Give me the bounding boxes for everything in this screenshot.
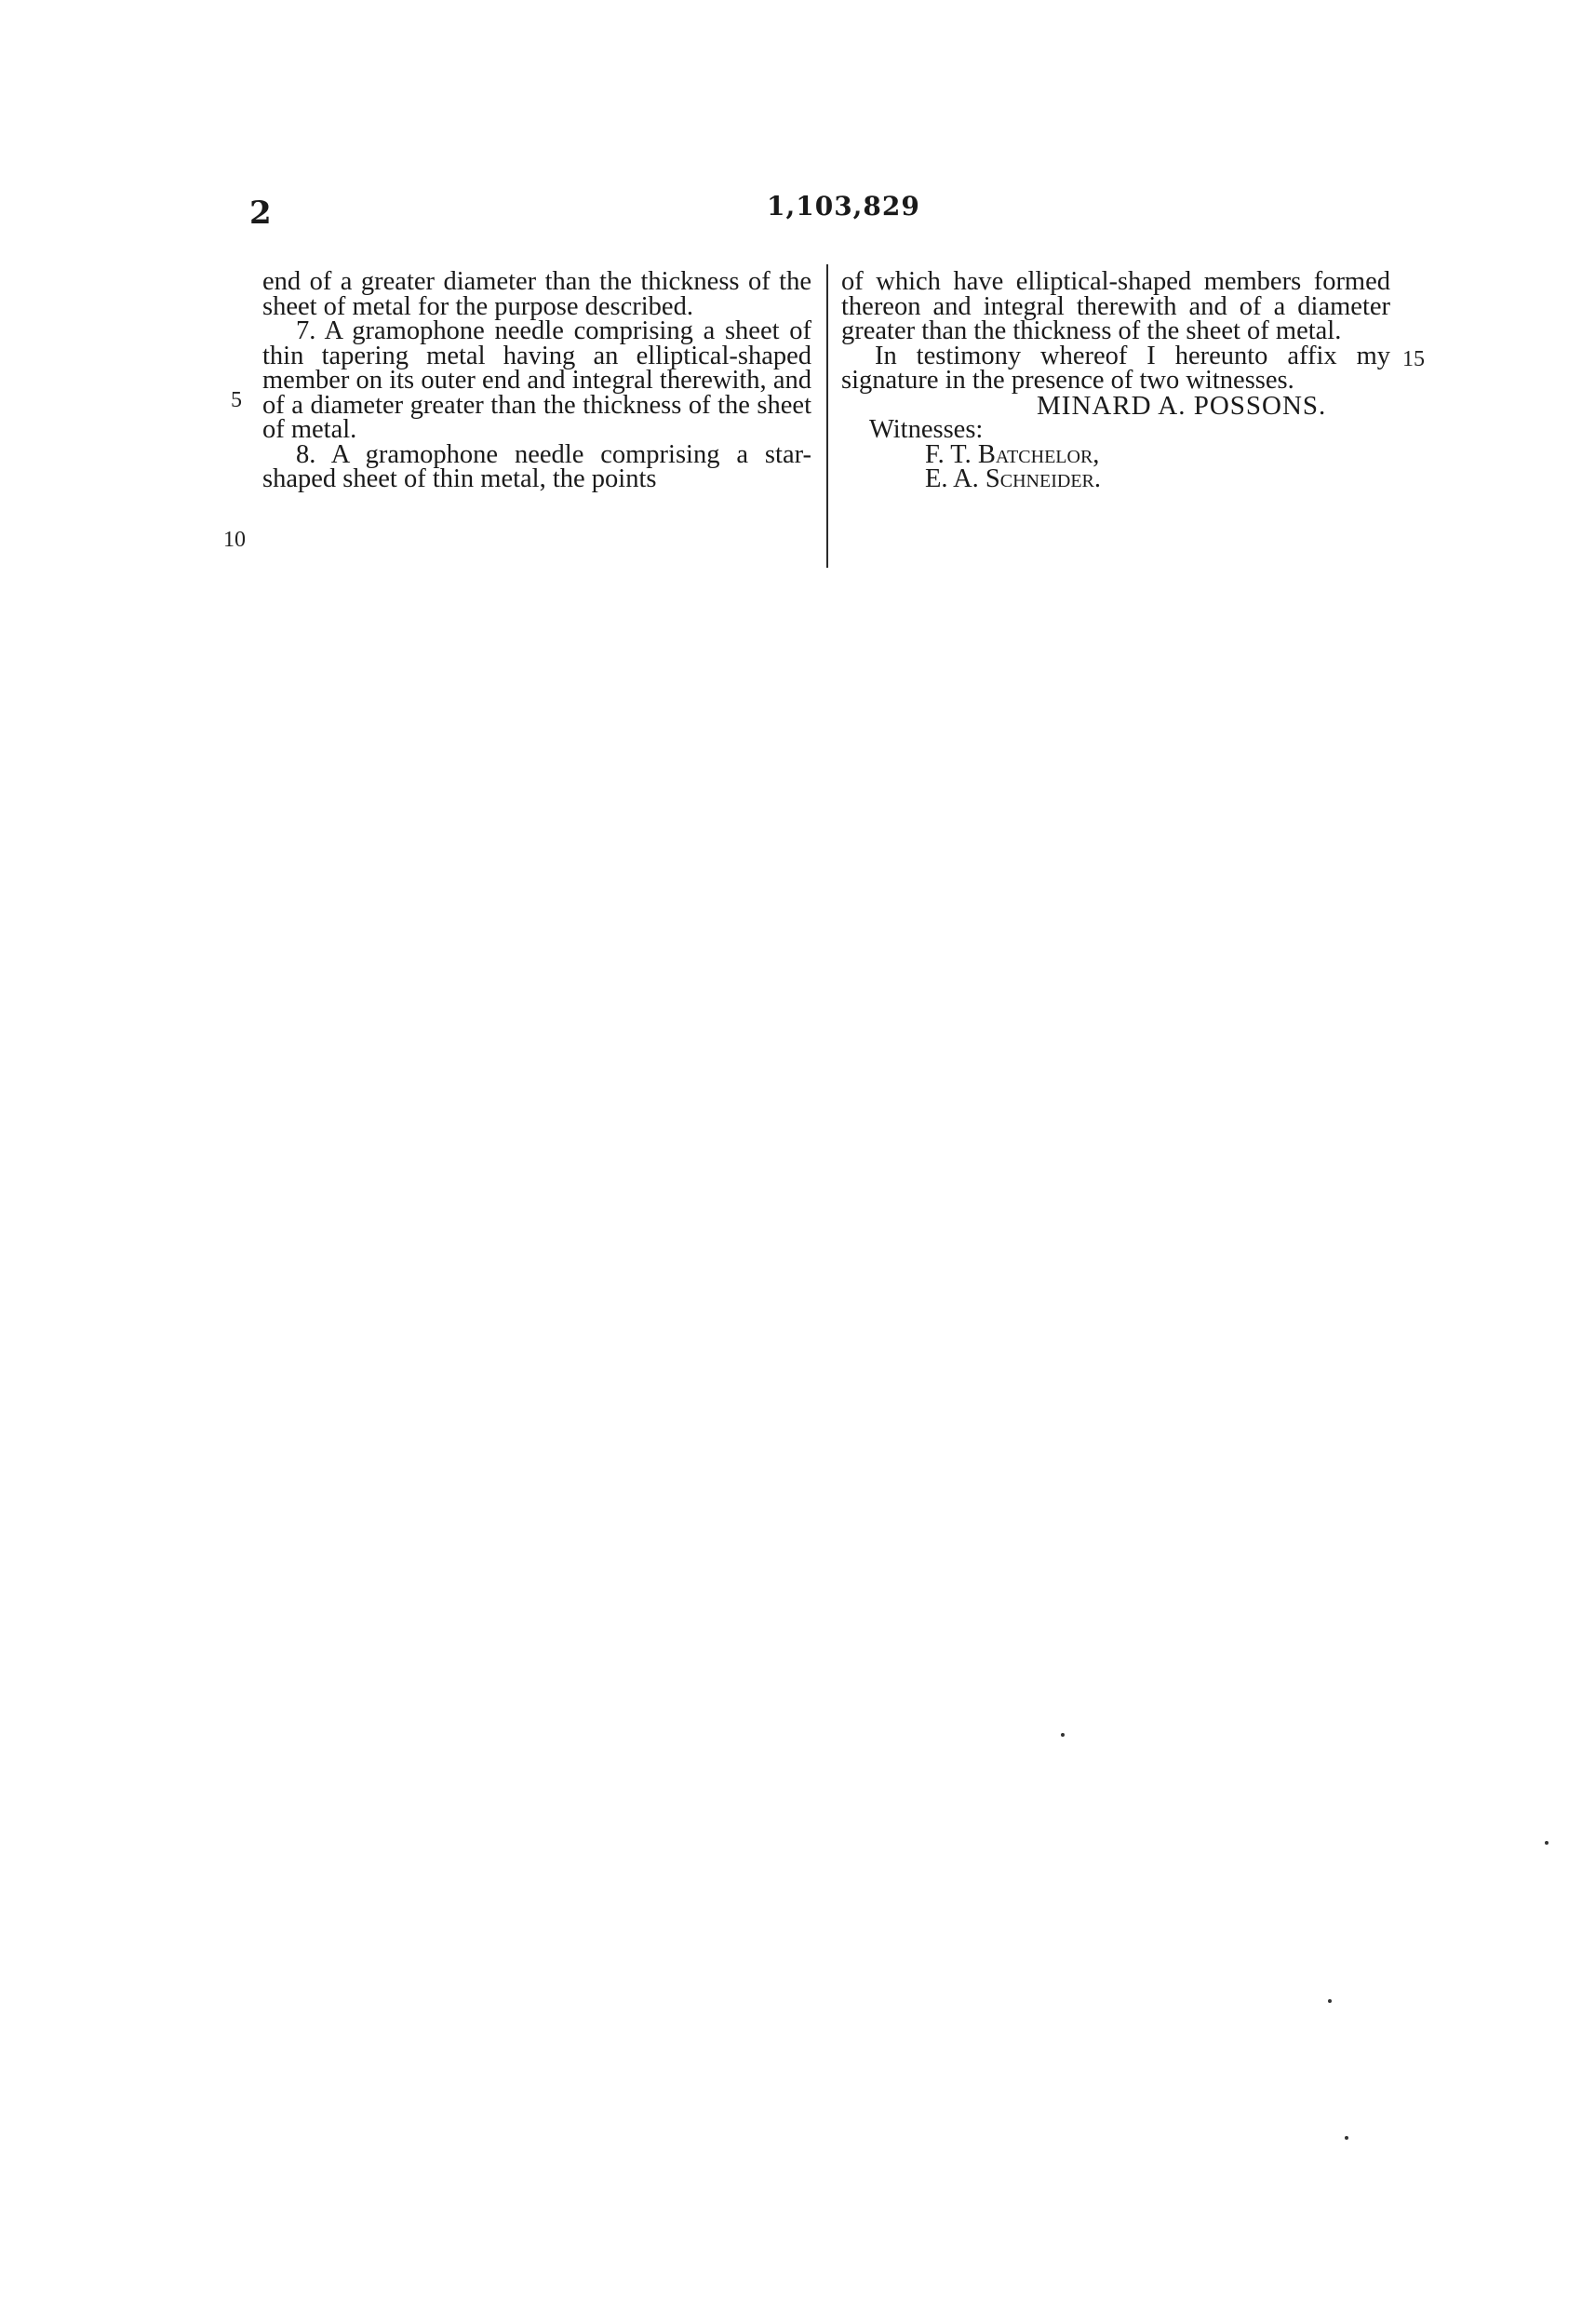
- left-column: [262, 267, 811, 493]
- scan-speck: [1345, 2136, 1348, 2140]
- witnesses-label: Witnesses:: [869, 415, 984, 444]
- witness-2: E. A. Schneider.: [925, 464, 1101, 493]
- claim-6-continuation: end of a greater diameter than the thickness of the sheet of metal for the purpose described.: [262, 267, 811, 321]
- column-divider: [826, 264, 828, 568]
- testimony-clause: In testimony whereof I hereunto affix my signature in the presence of two witnesses.: [841, 341, 1390, 395]
- claim-8: 8. A gramophone needle comprising a star-shaped sheet of thin metal, the points: [262, 439, 811, 493]
- witness-1: F. T. Batchelor,: [925, 439, 1100, 469]
- scan-speck: [1061, 1733, 1065, 1737]
- line-number-5: 5: [231, 388, 242, 412]
- claim-8-continuation: of which have elliptical-shaped members formed thereon and integral therewith and of a diameter greater than the thickness of the sheet of metal.: [841, 267, 1390, 345]
- right-column: [841, 267, 1390, 493]
- line-number-15: 15: [1402, 347, 1425, 371]
- page-number: 2: [249, 195, 272, 232]
- claim-7: 7. A gramophone needle comprising a sheet of thin tapering metal having an elliptical-shaped member on its outer end and integral therewith, and of a diameter greater than the thickness of the sheet of metal.: [262, 316, 811, 444]
- scan-speck: [1328, 1999, 1332, 2003]
- patent-number: 1,103,829: [767, 191, 920, 222]
- scan-speck: [1545, 1841, 1548, 1845]
- signer-name: MINARD A. POSSONS.: [1037, 390, 1327, 421]
- line-number-10: 10: [223, 528, 246, 552]
